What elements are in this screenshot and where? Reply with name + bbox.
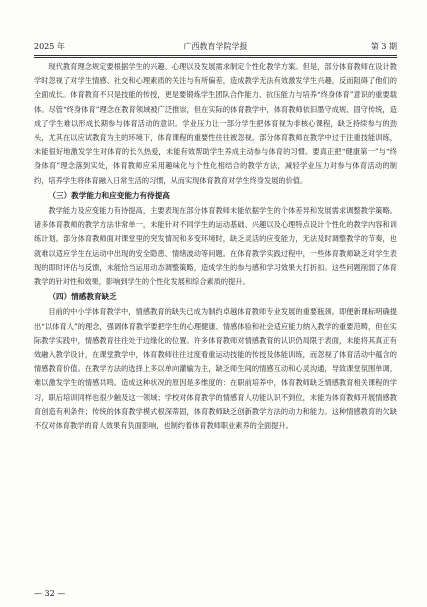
header-year: 2025 年	[34, 42, 65, 51]
header-journal-title: 广西教育学院学报	[183, 42, 248, 51]
running-header	[34, 40, 397, 54]
article-body	[34, 60, 397, 433]
header-rule-bottom	[34, 57, 397, 58]
section-heading-teaching-ability: （三）教学能力和应变能力有待提高	[48, 190, 170, 200]
section-heading-emotional-education: （四）情感教育缺乏	[48, 292, 117, 302]
paragraph-teaching-ability: 教学能力及应变能力有待提高，主要表现在部分体育教师未能依据学生的个体差异和发展需求调整教学策略。诸多体育教师的教学方法非常单一，未能针对不同学生的运动基础、兴趣以及心理特点设计个性化的教学内容和训练计划。部分体育教师面对课堂里的突发情况和多变环境时，缺乏灵活的应变能力，无法及时调整教学的节奏，也就难以适应学生在运动中出现的安全隐患、情绪波动等问题。在体育教学实践过程中，一些体育教师缺乏对学生表现的即时评估与反馈，未能恰当运用动态调整策略，造成学生的参与感和学习效果大打折扣。这些问题削弱了体育教学的针对性和效果，影响到学生的个性化发展和综合素质的提升。	[34, 206, 397, 287]
paragraph-emotional-education: 目前的中小学体育教学中，情感教育的缺失已成为制约卓越体育教师专业发展的重要瓶颈。即便新课标明确提出“以体育人”的理念，强调体育教学要把学生的心理健康、情感体验和社会适应能力纳入教学的重要范畴，但在实际教学实践中，情感教育往往处于边缘化的位置。许多体育教师对情感教育的认识仍局限于表面，未能将其真正有效融入教学设计，在课堂教学中，体育教师往往过度看重运动技能的传授及体能训练，而忽视了体育活动中蕴含的情感教育价值。在教学方法的选择上多以单向灌输为主，缺乏师生间的情感互动和心灵沟通，导致课堂氛围单调，难以激发学生的情感共鸣。造成这种状况的原因是多维度的：在职前培养中，体育教师缺乏情感教育相关课程的学习，职后培训同样也很少触及这一领域；学校对体育教学的情感育人功能认识不到位，未能为体育教师开展情感教育创造有利条件；传统的体育教学模式根深蒂固，体育教师缺乏创新教学方法的动力和能力。这种情感教育的欠缺不仅对体育教学的育人效果有负面影响，也制约着体育教师职业素养的全面提升。	[34, 307, 397, 431]
page-number: — 32 —	[34, 589, 66, 598]
header-issue: 第 3 期	[370, 42, 397, 51]
paragraph-lifelong-sports: 现代教育理念规定要根据学生的兴趣、心理以及发展需求制定个性化教学方案。但是，部分体育教师在设计教学时忽视了对学生情感、社交和心理素质的关注与有所偏差，造成教学无法有效激发学生兴趣，反而阻碍了他们的全面成长。体育教育不只是技能的传授，更是要锻炼学生团队合作能力、抗压能力与培养“终身体育”意识的重要载体。尽管“终身体育”理念在教育领域被广泛推崇，但在实际的体育教学中，体育教师依旧墨守成规、固守传统，造成了学生难以形成长期参与体育活动的意识。学业压力让一部分学生把体育视为非核心课程，缺乏持续参与的劲头，尤其在以应试教育为主的环境下，体育课程的重要性往往被忽视。部分体育教师在教学中过于注重技能训练，未能很好地激发学生对体育的长久热爱，未能有效帮助学生养成主动参与体育的习惯。要真正把“健康第一”与“终身体育”理念落到实处，体育教师应采用趣味化与个性化相结合的教学方法，减轻学业压力对参与体育活动的制约，培养学生将体育融入日常生活的习惯，从而实现体育教育对学生终身发展的价值。	[34, 62, 397, 185]
header-rule-top	[34, 55, 397, 56]
